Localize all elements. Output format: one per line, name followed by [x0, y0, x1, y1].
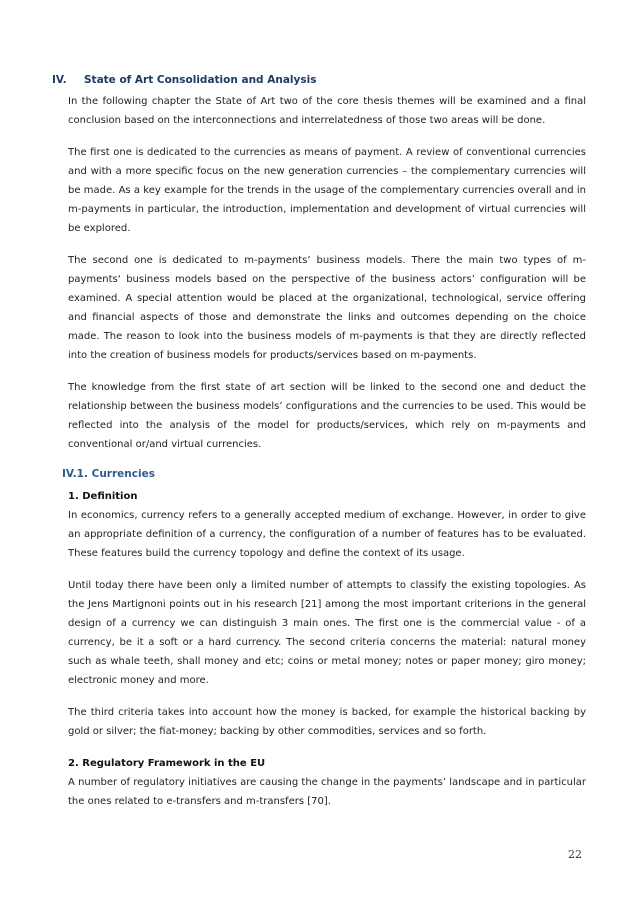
- paragraph: The third criteria takes into account how the money is backed, for example the historical backing by gold or silver; the fiat-money; backing by other commodities, services and so forth.: [68, 707, 586, 737]
- item-title: 2. Regulatory Framework in the EU: [68, 758, 266, 769]
- page-number: 22: [568, 848, 582, 861]
- subsection-body: [68, 487, 586, 811]
- section-number: IV.: [52, 74, 67, 86]
- section-heading: [52, 74, 316, 86]
- paragraph: In the following chapter the State of Art two of the core thesis themes will be examined and a final conclusion based on the interconnections and interrelatedness of those two areas will be done.: [68, 96, 586, 126]
- item-title: 1. Definition: [68, 491, 138, 502]
- subsection-heading: IV.1. Currencies: [62, 468, 155, 480]
- section-body: [68, 92, 586, 454]
- paragraph: In economics, currency refers to a generally accepted medium of exchange. However, in order to give an appropriate definition of a currency, the configuration of a number of features has to be evaluated. These features build the currency topology and define the context of its usage.: [68, 510, 586, 559]
- paragraph: The second one is dedicated to m-payments’ business models. There the main two types of m-payments‘ business models based on the perspective of the business actors’ configuration will be examined. A special attention would be placed at the organizational, technological, service offering and financial aspects of those and demonstrate the links and outcomes depending on the choice made. The reason to look into the business models of m-payments is that they are directly reflected into the creation of business models for products/services based on m-payments.: [68, 255, 586, 361]
- paragraph: The first one is dedicated to the currencies as means of payment. A review of conventional currencies and with a more specific focus on the new generation currencies – the complementary currencies will be made. As a key example for the trends in the usage of the complementary currencies overall and in m-payments in particular, the introduction, implementation and development of virtual currencies will be explored.: [68, 147, 586, 234]
- paragraph: A number of regulatory initiatives are causing the change in the payments’ landscape and in particular the ones related to e-transfers and m-transfers [70].: [68, 777, 586, 807]
- paragraph: The knowledge from the first state of art section will be linked to the second one and deduct the relationship between the business models’ configurations and the currencies to be used. This would be reflected into the analysis of the model for products/services, which rely on m-payments and conventional or/and virtual currencies.: [68, 382, 586, 450]
- paragraph: Until today there have been only a limited number of attempts to classify the existing topologies. As the Jens Martignoni points out in his research [21] among the most important criterions in the general design of a currency we can distinguish 3 main ones. The first one is the commercial value - of a currency, be it a soft or a hard currency. The second criteria concerns the material: natural money such as whale teeth, shall money and etc; coins or metal money; notes or paper money; giro money; electronic money and more.: [68, 580, 586, 686]
- section-title: State of Art Consolidation and Analysis: [84, 74, 317, 86]
